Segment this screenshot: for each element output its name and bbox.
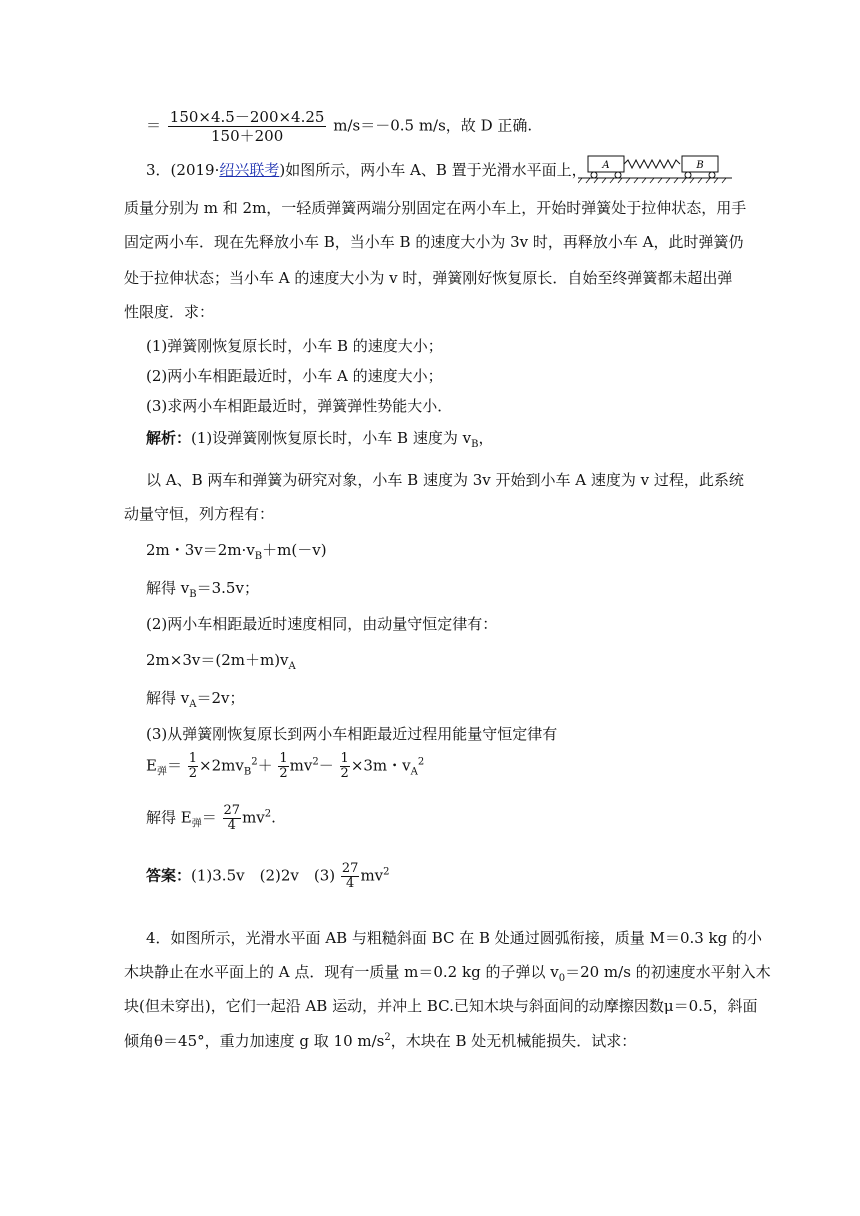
- eq2-main: 2m×3v＝(2m＋m)v: [146, 651, 289, 669]
- q3-source-open: (2019·: [170, 161, 220, 179]
- answer-label: 答案：: [146, 866, 192, 885]
- eq3-t3-sup: 2: [417, 756, 425, 768]
- q4-line4-sup: 2: [384, 1032, 391, 1043]
- q3-sub-question-1: (1)弹簧刚恢复原长时，小车 B 的速度大小；: [146, 337, 443, 355]
- ground-hatching: [578, 178, 726, 183]
- result-line-d: [146, 108, 532, 145]
- res3-end: mv: [242, 808, 265, 827]
- cart-a-wheel-right: [615, 172, 621, 178]
- half-fraction-1: [188, 752, 198, 781]
- eq3-minus: －: [318, 756, 334, 775]
- q3-sub-question-2: (2)两小车相距最近时，小车 A 的速度大小；: [146, 367, 443, 385]
- half-fraction-3: [340, 752, 350, 781]
- solution-line-3: 动量守恒，列方程有：: [124, 505, 275, 523]
- eq1-sub: B: [254, 551, 263, 562]
- eq3-t3: ×3m・v: [350, 756, 411, 775]
- res3-dot: .: [271, 808, 276, 827]
- half-num-1: 1: [188, 751, 198, 766]
- eq1-main: 2m・3v＝2m·v: [146, 541, 255, 559]
- eq3-t3-sub: A: [410, 766, 418, 778]
- res1-end: ＝3.5v；: [196, 579, 259, 597]
- solution-label: 解析：: [146, 429, 192, 447]
- solution-line-4: (2)两小车相距最近时速度相同，由动量守恒定律有：: [146, 615, 498, 633]
- eq3-t1-sub: B: [243, 766, 252, 778]
- q3-line-5: 性限度．求：: [124, 303, 215, 321]
- q3-line-4: 处于拉伸状态；当小车 A 的速度大小为 v 时，弹簧刚好恢复原长．自始至终弹簧都未超出弹: [124, 269, 733, 287]
- solution-line-5: (3)从弹簧刚恢复原长到两小车相距最近过程用能量守恒定律有: [146, 725, 558, 743]
- res1-sub: B: [189, 589, 197, 600]
- res2-sub: A: [189, 699, 197, 710]
- q3-sub-question-3: (3)求两小车相距最近时，弹簧弹性势能大小．: [146, 397, 453, 415]
- answer-frac-num: 27: [341, 861, 359, 876]
- carts-spring-diagram: [578, 150, 738, 186]
- q3-line-1: [146, 160, 587, 180]
- res3-equals: ＝: [201, 808, 217, 827]
- eq3-equals: ＝: [166, 756, 182, 775]
- eq3-t2-sup: 2: [312, 756, 319, 768]
- answer-frac-den: 4: [346, 876, 355, 891]
- q3-line-2: 质量分别为 m 和 2m，一轻质弹簧两端分别固定在两小车上，开始时弹簧处于拉伸状态，用手: [124, 199, 747, 217]
- eq3-plus: ＋: [257, 756, 273, 775]
- half-den-1: 2: [188, 766, 198, 781]
- answer-fraction: [341, 862, 360, 891]
- res2-main: 解得 v: [146, 689, 190, 707]
- cart-b-label: B: [696, 160, 704, 171]
- solution-line-2: 以 A、B 两车和弹簧为研究对象，小车 B 速度为 3v 开始到小车 A 速度为 v 过程，此系统: [146, 471, 744, 489]
- q4-line-1: 4．如图所示，光滑水平面 AB 与粗糙斜面 BC 在 B 处通过圆弧衔接，质量 M＝0.3 kg 的小: [146, 929, 763, 947]
- answer-line: [146, 862, 390, 891]
- eq3-e-sub: 弹: [156, 766, 167, 778]
- result-suffix: m/s＝－0.5 m/s，故 D 正确.: [333, 116, 533, 135]
- q3-source-close: ): [279, 161, 286, 179]
- q4-line4-end: ，木块在 B 处无机械能损失．试求：: [390, 1032, 637, 1050]
- equals-sign: ＝: [146, 116, 162, 135]
- res3-sup: 2: [264, 808, 272, 820]
- answer-sup: 2: [383, 866, 390, 878]
- q3-number: 3．: [146, 161, 171, 179]
- cart-a-label: A: [602, 160, 610, 171]
- half-num-3: 1: [340, 751, 349, 766]
- half-fraction-2: [278, 752, 288, 781]
- cart-a-wheel-left: [591, 172, 597, 178]
- res2-end: ＝2v；: [196, 689, 245, 707]
- q3-source-link[interactable]: 绍兴联考: [219, 161, 280, 179]
- solution-s1-end: ，: [478, 429, 494, 447]
- q4-line-2: [124, 962, 771, 989]
- q3-line-3: 固定两小车．现在先释放小车 B，当小车 B 的速度大小为 3v 时，再释放小车 A，此时弹簧仍: [124, 233, 744, 251]
- equation-2: [146, 650, 296, 677]
- cart-b-wheel-left: [685, 172, 691, 178]
- half-num-2: 1: [279, 751, 288, 766]
- result-2: [146, 688, 245, 715]
- solution-line-1: [146, 428, 493, 455]
- result-fraction: [168, 108, 327, 145]
- eq1-end: ＋m(－v): [262, 541, 327, 559]
- eq3-t1: ×2mv: [199, 756, 244, 775]
- res3-main: 解得 E: [146, 808, 192, 827]
- q4-line4-main: 倾角θ＝45°，重力加速度 g 取 10 m/s: [124, 1032, 385, 1050]
- eq3-t1-sup: 2: [251, 756, 258, 768]
- half-den-2: 2: [279, 766, 288, 781]
- q4-line-4: [124, 1028, 636, 1051]
- q4-line2-end: ＝20 m/s 的初速度水平射入木: [565, 963, 771, 981]
- fraction-numerator: 150×4.5－200×4.25: [169, 108, 325, 126]
- q4-line2-main: 木块静止在水平面上的 A 点．现有一质量 m＝0.2 kg 的子弹以 v: [124, 963, 559, 981]
- cart-b-wheel-right: [709, 172, 715, 178]
- solution-s1-sub: B: [471, 439, 479, 450]
- eq3-t2: mv: [289, 756, 313, 775]
- res3-sub: 弹: [191, 818, 202, 830]
- q4-line2-sub: 0: [558, 973, 566, 984]
- fraction-denominator: 150＋200: [210, 127, 284, 145]
- answer-a1: (1)3.5v (2)2v (3): [191, 866, 336, 885]
- q4-line-3: 块(但未穿出)，它们一起沿 AB 运动，并冲上 BC.已知木块与斜面间的动摩擦因数μ＝0.5，斜面: [124, 997, 758, 1015]
- result-1: [146, 578, 259, 605]
- equation-3: [146, 752, 424, 783]
- eq2-sub: A: [288, 661, 296, 672]
- answer-end: mv: [360, 866, 384, 885]
- res3-frac-den: 4: [227, 818, 236, 833]
- eq3-e: E: [146, 756, 157, 775]
- q3-text-1: 如图所示，两小车 A、B 置于光滑水平面上，: [285, 161, 587, 179]
- half-den-3: 2: [340, 766, 349, 781]
- res3-frac-num: 27: [223, 803, 241, 818]
- solution-s1: (1)设弹簧刚恢复原长时，小车 B 速度为 v: [191, 429, 472, 447]
- res1-main: 解得 v: [146, 579, 190, 597]
- equation-1: [146, 540, 327, 567]
- spring: [624, 160, 680, 168]
- res3-fraction: [223, 804, 242, 833]
- result-3: [146, 804, 276, 835]
